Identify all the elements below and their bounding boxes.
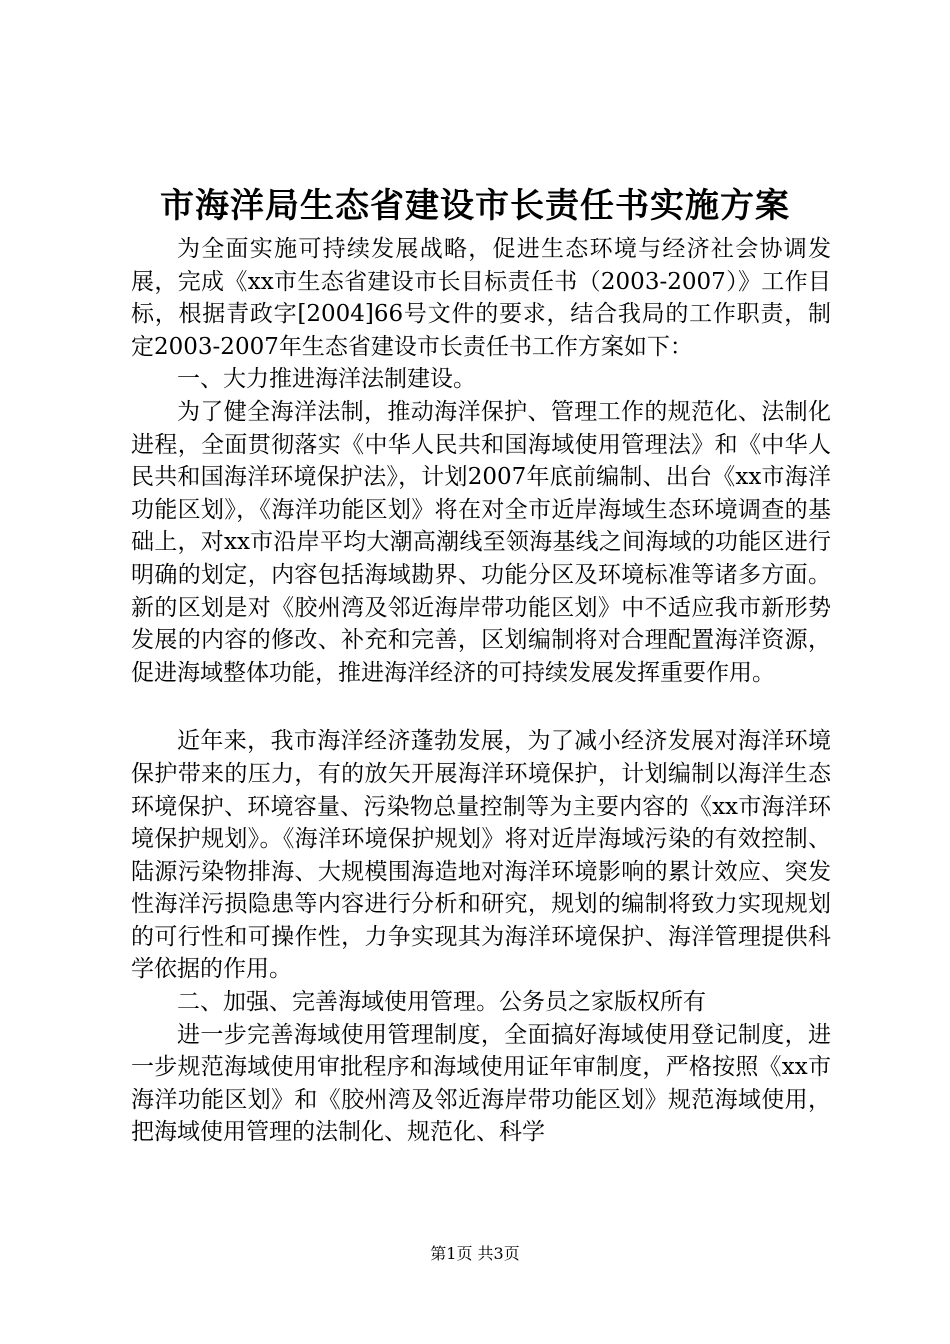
paragraph-environment-plan: 近年来，我市海洋经济蓬勃发展，为了减小经济发展对海洋环境保护带来的压力，有的放矢开展海洋环境保护，计划编制以海洋生态环境保护、环境容量、污染物总量控制等为主要内容的《xx市海洋环境保护规划》。《海洋环境保护规划》将对近岸海域污染的有效控制、陆源污染物排海、大规模围海造地对海洋环境影响的累计效应、突发性海洋污损隐患等内容进行分析和研究，规划的编制将致力实现规划的可行性和可操作性，力争实现其为海洋环境保护、海洋管理提供科学依据的作用。 — [131, 728, 831, 983]
document-body — [131, 233, 831, 1149]
section-heading-2: 二、加强、完善海域使用管理。公务员之家版权所有 — [177, 989, 706, 1016]
section-heading-1: 一、大力推进海洋法制建设。 — [177, 366, 476, 393]
document-title: 市海洋局生态省建设市长责任书实施方案 — [160, 186, 790, 226]
page-footer: 第1页 共3页 — [430, 1244, 520, 1263]
paragraph-legal-system: 为了健全海洋法制，推动海洋保护、管理工作的规范化、法制化进程，全面贯彻落实《中华人民共和国海域使用管理法》和《中华人民共和国海洋环境保护法》，计划2007年底前编制、出台《xx市海洋功能区划》，《海洋功能区划》将在对全市近岸海域生态环境调查的基础上，对xx市沿岸平均大潮高潮线至领海基线之间海域的功能区进行明确的划定，内容包括海域勘界、功能分区及环境标准等诸多方面。新的区划是对《胶州湾及邻近海岸带功能区划》中不适应我市新形势发展的内容的修改、补充和完善，区划编制将对合理配置海洋资源，促进海域整体功能，推进海洋经济的可持续发展发挥重要作用。 — [131, 398, 831, 686]
paragraph-sea-use-management: 进一步完善海域使用管理制度，全面搞好海域使用登记制度，进一步规范海域使用审批程序和海域使用证年审制度，严格按照《xx市海洋功能区划》和《胶州湾及邻近海岸带功能区划》规范海域使用，把海域使用管理的法制化、规范化、科学 — [131, 1021, 831, 1146]
paragraph-intro: 为全面实施可持续发展战略，促进生态环境与经济社会协调发展，完成《xx市生态省建设市长目标责任书（2003-2007）》工作目标，根据青政字[2004]66号文件的要求，结合我局的工作职责，制定2003-2007年生态省建设市长责任书工作方案如下： — [131, 236, 831, 360]
